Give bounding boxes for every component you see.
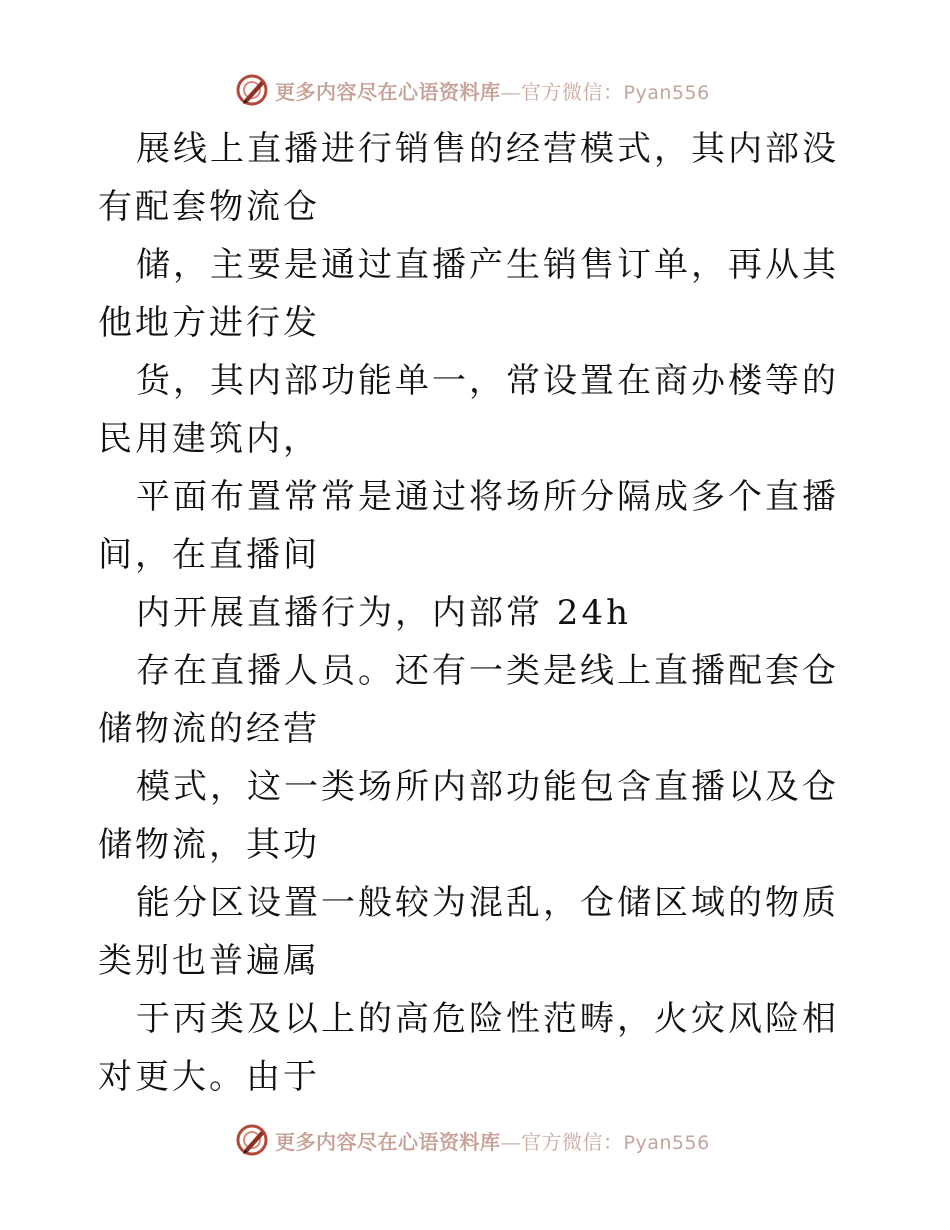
watermark-separator: — <box>500 1129 521 1154</box>
watermark-text <box>275 76 710 105</box>
paragraph: 平面布置常常是通过将场所分隔成多个直播间，在直播间 <box>98 477 839 575</box>
watermark-cn: 更多内容尽在心语资料库 <box>275 1129 501 1154</box>
paragraph: 货，其内部功能单一，常设置在商办楼等的民用建筑内， <box>98 361 839 459</box>
paragraph: 存在直播人员。还有一类是线上直播配套仓储物流的经营 <box>98 651 839 749</box>
watermark-cn: 更多内容尽在心语资料库 <box>275 79 501 104</box>
watermark-label: 官方微信： <box>521 1129 624 1154</box>
watermark-label: 官方微信： <box>521 79 624 104</box>
header-watermark <box>235 72 710 108</box>
watermark-id: Pyan556 <box>623 1131 710 1154</box>
paragraph: 内开展直播行为，内部常 24h <box>136 593 631 633</box>
footer-watermark <box>235 1122 710 1158</box>
paragraph: 储，主要是通过直播产生销售订单，再从其他地方进行发 <box>98 245 839 343</box>
paragraph: 能分区设置一般较为混乱，仓储区域的物质类别也普遍属 <box>98 883 839 981</box>
body-text <box>98 120 858 1106</box>
pen-logo-icon <box>235 73 269 107</box>
watermark-id: Pyan556 <box>623 81 710 104</box>
watermark-separator: — <box>500 79 521 104</box>
paragraph: 模式，这一类场所内部功能包含直播以及仓储物流，其功 <box>98 767 839 865</box>
paragraph: 展线上直播进行销售的经营模式，其内部没有配套物流仓 <box>98 129 839 227</box>
pen-logo-icon <box>235 1123 269 1157</box>
paragraph: 于丙类及以上的高危险性范畴，火灾风险相对更大。由于 <box>98 999 839 1097</box>
watermark-text <box>275 1126 710 1155</box>
